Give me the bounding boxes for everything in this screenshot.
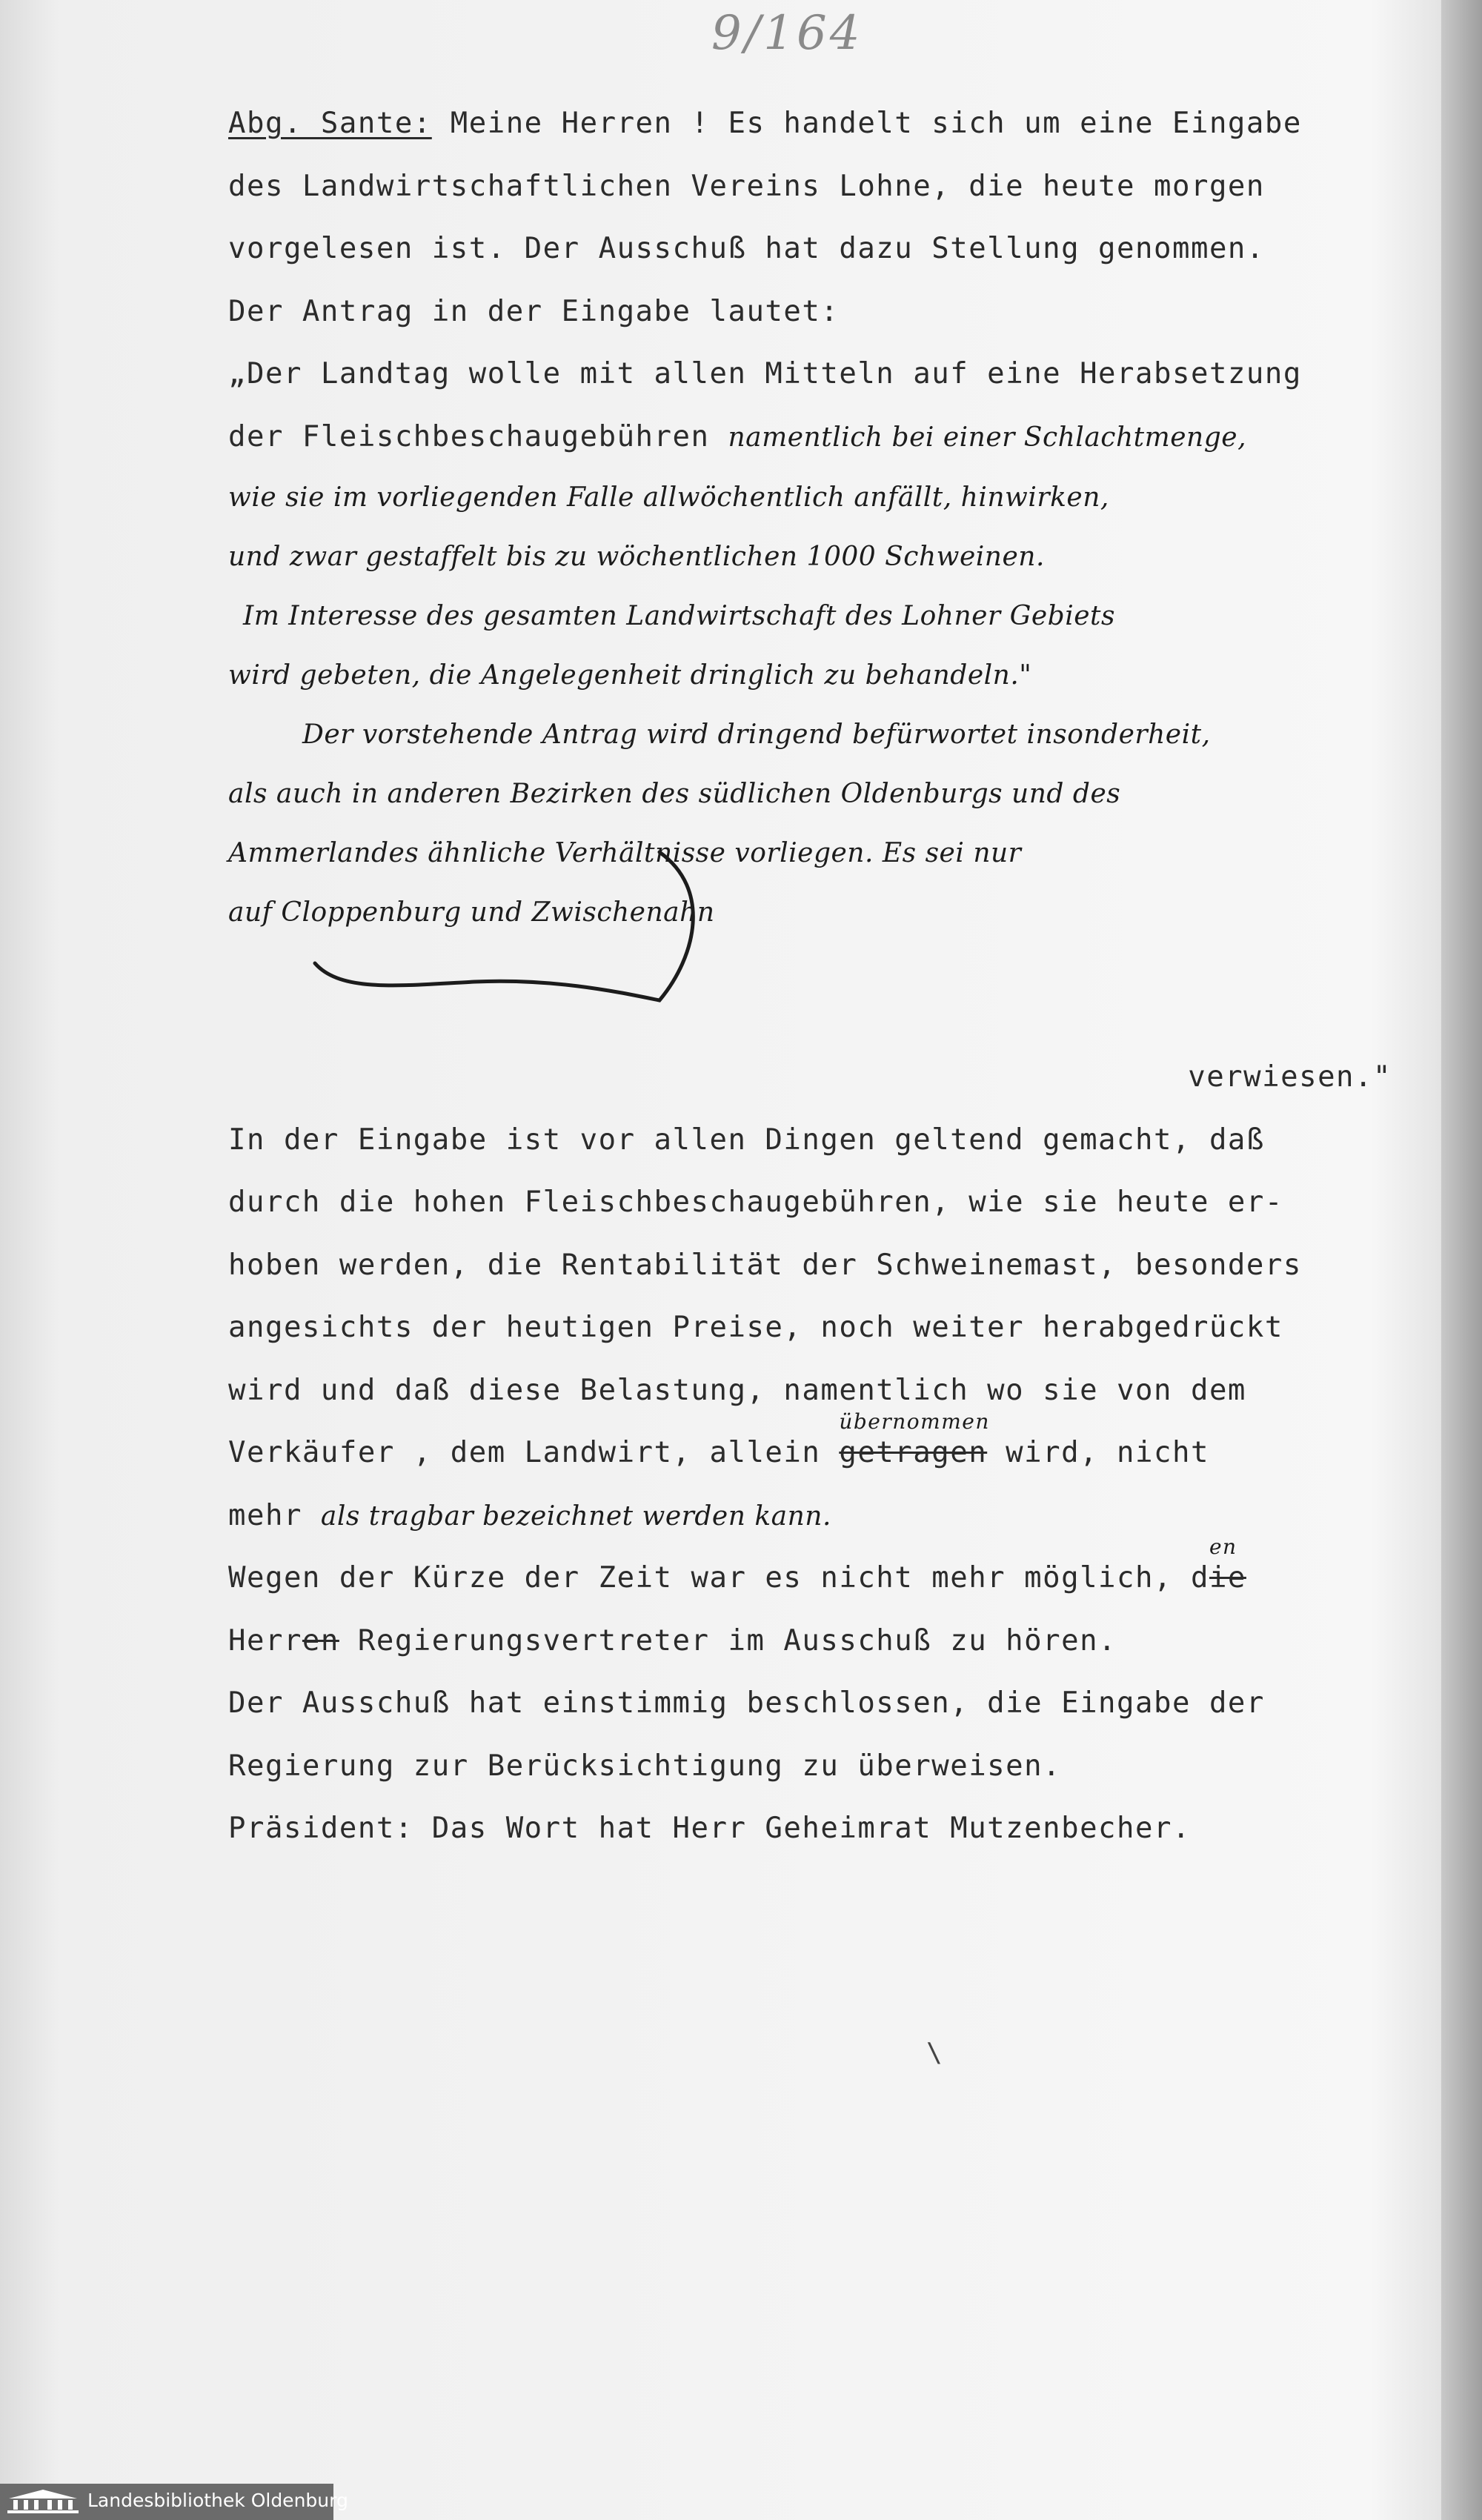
handwritten-insert: als tragbar bezeichnet werden kann. <box>320 1500 831 1532</box>
struck-letters: en <box>302 1623 339 1658</box>
handwritten-line-3: Im Interesse des gesamten Landwirtschaft des Lohner Gebiets <box>243 601 1115 631</box>
inserted-letters: en <box>1209 1535 1237 1559</box>
handwritten-cancel-stroke <box>311 845 830 1008</box>
struck-word: getragen <box>839 1436 988 1469</box>
stray-mark: \ <box>926 2038 943 2068</box>
typed-text: Herr <box>228 1623 302 1658</box>
mixed-line <box>228 406 1414 469</box>
typed-text: Meine Herren ! Es handelt sich um eine Eingabe <box>431 107 1302 140</box>
typed-line-9: angesichts der heutigen Preise, noch weiter herabgedrückt <box>228 1311 1283 1344</box>
typed-text: mehr <box>228 1498 321 1532</box>
typed-line-8: hoben werden, die Rentabilität der Schweinemast, besonders <box>228 1248 1302 1282</box>
struck-letters: ie <box>1209 1561 1246 1595</box>
typed-line-4: Der Antrag in der Eingabe lautet: <box>228 294 840 328</box>
page-edge-shadow <box>1441 0 1482 2520</box>
typed-text: Regierungsvertreter im Ausschuß zu hören. <box>339 1623 1117 1658</box>
typed-line-5: „Der Landtag wolle mit allen Mitteln auf eine Herabsetzung <box>228 357 1302 390</box>
inserted-word: übernommen <box>839 1409 990 1434</box>
verkaeufer-line <box>228 1409 1414 1485</box>
wegen-line <box>228 1535 1414 1610</box>
footer-bar <box>0 2484 348 2520</box>
herren-line <box>228 1610 1414 1673</box>
typed-line-11: Der Ausschuß hat einstimmig beschlossen, die Eingabe der <box>228 1686 1265 1720</box>
library-building-icon <box>6 2488 80 2515</box>
correction <box>1209 1535 1246 1610</box>
typed-line-12: Regierung zur Berücksichtigung zu überweisen. <box>228 1749 1062 1783</box>
handwritten-line-1: wie sie im vorliegenden Falle allwöchentlich anfällt, hinwirken, <box>228 482 1109 513</box>
handwritten-line-6: als auch in anderen Bezirken des südlichen Oldenburgs und des <box>228 779 1121 809</box>
handwritten-line-7: Ammerlandes ähnliche Verhältnisse vorliegen. Es sei nur <box>228 838 1022 868</box>
typed-line-3: vorgelesen ist. Der Ausschuß hat dazu Stellung genommen. <box>228 232 1265 265</box>
typed-line-13: Präsident: Das Wort hat Herr Geheimrat Mutzenbecher. <box>228 1812 1191 1845</box>
typed-text: wird, nicht <box>987 1436 1209 1469</box>
archive-number: 9/164 <box>711 6 863 61</box>
handwritten-insert: namentlich bei einer Schlachtmenge, <box>728 422 1247 453</box>
typed-line-1 <box>228 93 1414 156</box>
typed-line-10: wird und daß diese Belastung, namentlich wo sie von dem <box>228 1373 1246 1407</box>
typed-line-7: durch die hohen Fleischbeschaugebühren, wie sie heute er- <box>228 1186 1283 1219</box>
typed-line-2: des Landwirtschaftlichen Vereins Lohne, die heute morgen <box>228 169 1265 203</box>
handwritten-line-4: wird gebeten, die Angelegenheit dringlich zu behandeln." <box>228 660 1032 691</box>
typed-text: der Fleischbeschaugebühren <box>228 419 728 453</box>
correction <box>839 1409 990 1485</box>
speaker-label: Abg. Sante: <box>228 107 432 140</box>
typed-text: Wegen der Kürze der Zeit war es nicht mehr möglich, d <box>228 1561 1209 1595</box>
library-name: Landesbibliothek Oldenburg <box>87 2490 348 2511</box>
handwritten-line-5: Der vorstehende Antrag wird dringend befürwortet insonderheit, <box>302 719 1211 750</box>
handwritten-line-2: und zwar gestaffelt bis zu wöchentlichen 1000 Schweinen. <box>228 542 1045 572</box>
typed-text: Verkäufer , dem Landwirt, allein <box>228 1436 840 1469</box>
typed-line-6: In der Eingabe ist vor allen Dingen geltend gemacht, daß <box>228 1123 1265 1157</box>
handwritten-line-8: auf Cloppenburg und Zwischenahn <box>228 897 715 928</box>
verwiesen-line: verwiesen." <box>1188 1060 1392 1094</box>
